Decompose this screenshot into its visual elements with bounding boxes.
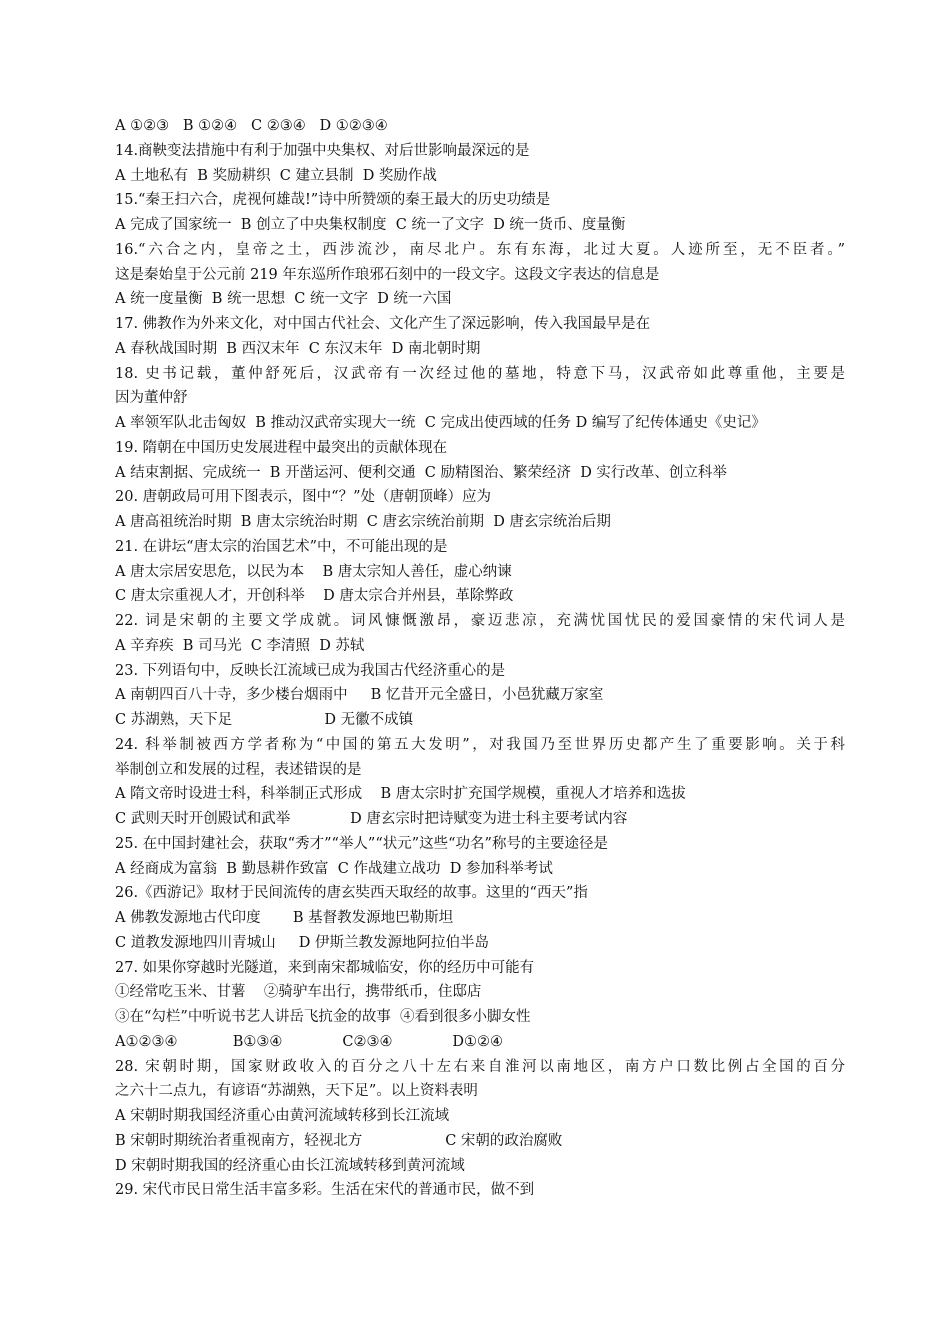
question-26: 26.《西游记》取材于民间流传的唐玄奘西天取经的故事。这里的“西天”指: [115, 885, 588, 902]
question-29: 29. 宋代市民日常生活丰富多彩。生活在宋代的普通市民，做不到: [115, 1182, 535, 1199]
question-18-options: A 率领军队北击匈奴 B 推动汉武帝实现大一统 C 完成出使西域的任务 D 编写了纪传体通史《史记》: [115, 415, 766, 431]
question-17-options: A 春秋战国时期 B 西汉末年 C 东汉末年 D 南北朝时期: [115, 340, 481, 357]
question-24: 24. 科举制被西方学者称为“中国的第五大发明”，对我国乃至世界历史都产生了重要影响。关于科: [115, 736, 845, 753]
question-28-option-d: D 宋朝时期我国的经济重心由长江流域转移到黄河流域: [115, 1157, 465, 1174]
question-20: 20. 唐朝政局可用下图表示，图中“？”处（唐朝顶峰）应为: [115, 489, 491, 506]
question-28-options-bc: B 宋朝时期统治者重视南方，轻视北方 C 宋朝的政治腐败: [115, 1132, 563, 1149]
question-26-options-ab: A 佛教发源地古代印度 B 基督教发源地巴勒斯坦: [115, 910, 454, 926]
document-page: [115, 114, 845, 1203]
question-19-options: A 结束割据、完成统一 B 开凿运河、便利交通 C 励精图治、繁荣经济 D 实行改革、创立科举: [115, 464, 727, 481]
question-23-options-cd: C 苏湖熟，天下足 D 无徽不成镇: [115, 712, 414, 728]
question-16-options: A 统一度量衡 B 统一思想 C 统一文字 D 统一六国: [115, 291, 452, 308]
question-21: 21. 在讲坛“唐太宗的治国艺术”中，不可能出现的是: [115, 538, 448, 555]
question-15: 15.“秦王扫六合，虎视何雄哉!”诗中所赞颂的秦王最大的历史功绩是: [115, 192, 551, 209]
question-21-options-ab: A 唐太宗居安思危，以民为本 B 唐太宗知人善任，虚心纳谏: [115, 563, 512, 580]
question-19: 19. 隋朝在中国历史发展进程中最突出的贡献体现在: [115, 439, 448, 456]
question-17: 17. 佛教作为外来文化，对中国古代社会、文化产生了深远影响，传入我国最早是在: [115, 316, 651, 332]
question-28: 28. 宋朝时期，国家财政收入的百分之八十左右来自淮河以南地区，南方户口数比例占全国的百分: [115, 1058, 845, 1075]
question-14-options: A 土地私有 B 奖励耕织 C 建立县制 D 奖励作战: [115, 167, 437, 184]
question-18-continued: 因为董仲舒: [115, 390, 188, 407]
question-24-options-ab: A 隋文帝时设进士科，科举制正式形成 B 唐太宗时扩充国学规模，重视人才培养和选拔: [115, 786, 686, 803]
question-24-continued: 举制创立和发展的过程，表述错误的是: [115, 761, 362, 778]
question-23-options-ab: A 南朝四百八十寺，多少楼台烟雨中 B 忆昔开元全盛日，小邑犹藏万家室: [115, 687, 604, 704]
question-16: 16.“六合之内，皇帝之土，西涉流沙，南尽北户。东有东海，北过大夏。人迹所至，无不臣者。”: [115, 241, 845, 258]
question-18: 18. 史书记载，董仲舒死后，汉武帝有一次经过他的墓地，特意下马，汉武帝如此尊重他，主要是: [115, 365, 845, 382]
question-22-options: A 辛弃疾 B 司马光 C 李清照 D 苏轼: [115, 637, 365, 654]
question-27-items-34: ③在“勾栏”中听说书艺人讲岳飞抗金的故事 ④看到很多小脚女性: [115, 1009, 531, 1025]
question-16-continued: 这是秦始皇于公元前 219 年东巡所作琅邪石刻中的一段文字。这段文字表达的信息是: [115, 266, 660, 283]
question-14: 14.商鞅变法措施中有利于加强中央集权、对后世影响最深远的是: [115, 142, 530, 159]
question-23: 23. 下列语句中，反映长江流域已成为我国古代经济重心的是: [115, 662, 506, 679]
question-25: 25. 在中国封建社会，获取“秀才”“举人”“状元”这些“功名”称号的主要途径是: [115, 835, 608, 852]
question-27-options: A①②③④ B①③④ C②③④ D①②④: [115, 1033, 503, 1050]
question-26-options-cd: C 道教发源地四川青城山 D 伊斯兰教发源地阿拉伯半岛: [115, 934, 489, 951]
question-28-continued: 之六十二点九，有谚语“苏湖熟，天下足”。以上资料表明: [115, 1083, 478, 1100]
question-15-options: A 完成了国家统一 B 创立了中央集权制度 C 统一了文字 D 统一货币、度量衡: [115, 217, 626, 233]
question-24-options-cd: C 武则天时开创殿试和武举 D 唐玄宗时把诗赋变为进士科主要考试内容: [115, 811, 628, 827]
question-28-option-a: A 宋朝时期我国经济重心由黄河流域转移到长江流域: [115, 1108, 450, 1124]
question-22: 22. 词是宋朝的主要文学成就。词风慷慨激昂，豪迈悲凉，充满忧国忧民的爱国豪情的宋代词人是: [115, 613, 845, 629]
question-27-items-12: ①经常吃玉米、甘薯 ②骑驴车出行，携带纸币，住邸店: [115, 984, 482, 1001]
question-21-options-cd: C 唐太宗重视人才，开创科举 D 唐太宗合并州县，革除弊政: [115, 588, 514, 605]
question-20-options: A 唐高祖统治时期 B 唐太宗统治时期 C 唐玄宗统治前期 D 唐玄宗统治后期: [115, 514, 611, 530]
question-25-options: A 经商成为富翁 B 勤恳耕作致富 C 作战建立战功 D 参加科举考试: [115, 860, 553, 877]
question-27: 27. 如果你穿越时光隧道，来到南宋都城临安，你的经历中可能有: [115, 959, 535, 976]
text-line: A ①②③ B ①②④ C ②③④ D ①②③④: [115, 118, 388, 134]
